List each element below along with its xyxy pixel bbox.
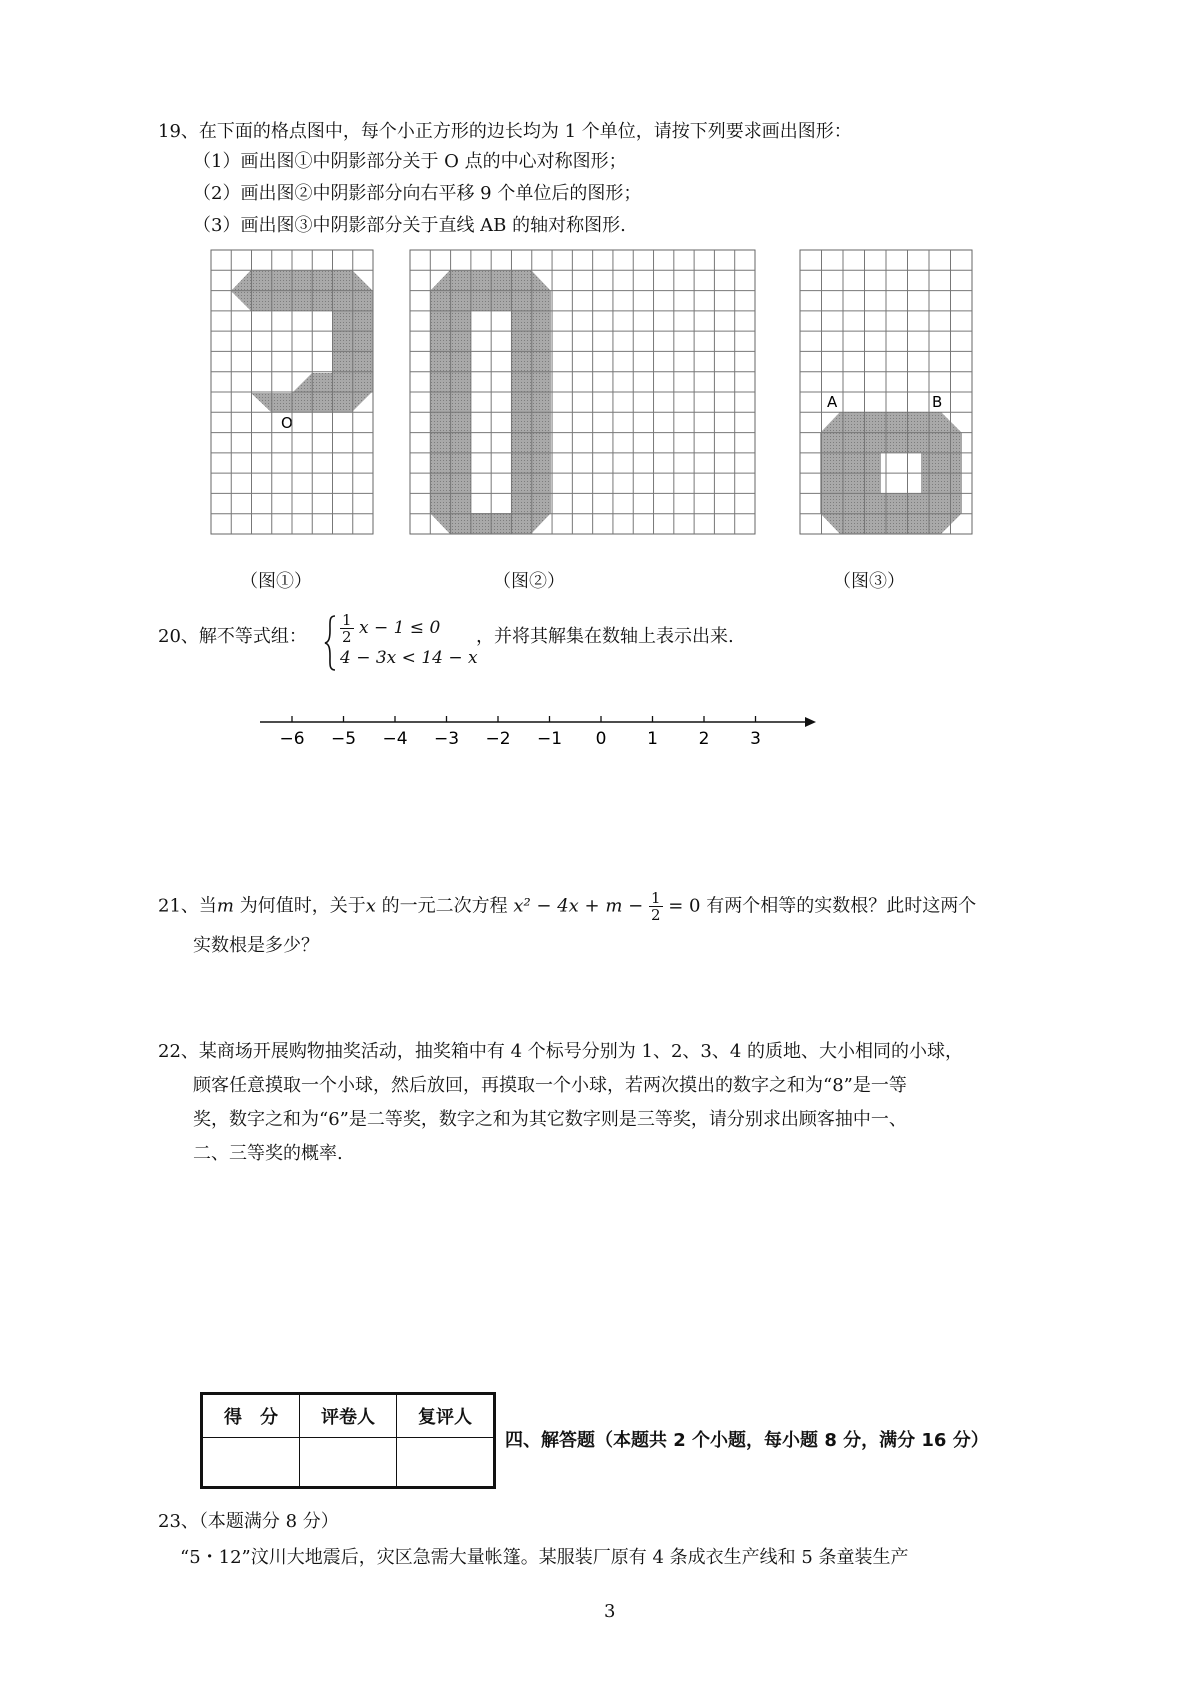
section-4-heading: 四、解答题（本题共 2 个小题，每小题 8 分，满分 16 分） — [505, 1430, 989, 1451]
q19-item-3: （3）画出图③中阴影部分关于直线 AB 的轴对称图形. — [193, 215, 626, 236]
reviewer-cell[interactable] — [397, 1438, 495, 1488]
page-number: 3 — [604, 1601, 616, 1622]
score-header: 得 分 — [202, 1394, 300, 1438]
grader-cell[interactable] — [300, 1438, 397, 1488]
q20-inequality-1: $\frac{1}{2}$ x − 1 ≤ 0 — [342, 611, 441, 646]
number-line-label: −5 — [330, 729, 357, 749]
number-line — [260, 712, 820, 752]
fig3-caption: （图③） — [833, 571, 905, 592]
figure-2 — [410, 250, 755, 534]
q23-line-1: “5・12”汶川大地震后，灾区急需大量帐篷。某服装厂原有 4 条成衣生产线和 5 条童装生产 — [180, 1547, 909, 1568]
fig3-label-b: B — [932, 393, 943, 411]
q23-title: 23、（本题满分 8 分） — [158, 1511, 339, 1532]
fig1-caption: （图①） — [240, 571, 312, 592]
score-table — [200, 1392, 496, 1489]
brace-icon — [323, 614, 337, 672]
number-line-label: −2 — [485, 729, 511, 749]
q22-line-1: 22、某商场开展购物抽奖活动，抽奖箱中有 4 个标号分别为 1、2、3、4 的质地、大小相同的小球， — [158, 1041, 964, 1062]
number-line-label: −4 — [382, 729, 408, 749]
q21-line-2: 实数根是多少？ — [193, 935, 319, 956]
q19-item-1: （1）画出图①中阴影部分关于 O 点的中心对称图形； — [193, 151, 627, 172]
q20-prefix: 20、解不等式组： — [158, 626, 307, 647]
q22-line-4: 二、三等奖的概率. — [193, 1143, 343, 1164]
score-cell[interactable] — [202, 1438, 300, 1488]
q21-line-1: 21、当m 为何值时，关于x 的一元二次方程 x² − 4x + m − $\frac{1}{2}$ = 0 有两个相等的实数根？此时这两个 — [158, 889, 977, 924]
fig3-label-a: A — [827, 393, 838, 411]
q19-item-2: （2）画出图②中阴影部分向右平移 9 个单位后的图形； — [193, 183, 642, 204]
number-line-label: 1 — [647, 729, 658, 749]
fig1-shaded-shape — [231, 270, 373, 412]
number-line-label: 2 — [698, 729, 710, 749]
reviewer-header: 复评人 — [397, 1394, 495, 1438]
number-line-label: −6 — [279, 729, 305, 749]
q22-line-2: 顾客任意摸取一个小球，然后放回，再摸取一个小球，若两次摸出的数字之和为“8”是一等 — [193, 1075, 907, 1096]
number-line-label: −3 — [433, 729, 460, 749]
number-line-label: −1 — [536, 729, 563, 749]
figure-1 — [211, 250, 373, 534]
figure-3 — [800, 250, 972, 534]
number-line-label: 3 — [750, 729, 761, 749]
q22-line-3: 奖，数字之和为“6”是二等奖，数字之和为其它数字则是三等奖，请分别求出顾客抽中一、 — [193, 1109, 907, 1130]
number-line-label: 0 — [595, 729, 607, 749]
grader-header: 评卷人 — [300, 1394, 397, 1438]
q20-inequality-2: 4 − 3x < 14 − x — [340, 648, 478, 668]
q19-title: 19、在下面的格点图中，每个小正方形的边长均为 1 个单位，请按下列要求画出图形： — [158, 121, 852, 142]
fig2-caption: （图②） — [493, 571, 565, 592]
q20-suffix: ，并将其解集在数轴上表示出来. — [476, 626, 734, 647]
fig1-label-o: O — [281, 414, 293, 432]
arrow-right-icon — [805, 717, 816, 727]
